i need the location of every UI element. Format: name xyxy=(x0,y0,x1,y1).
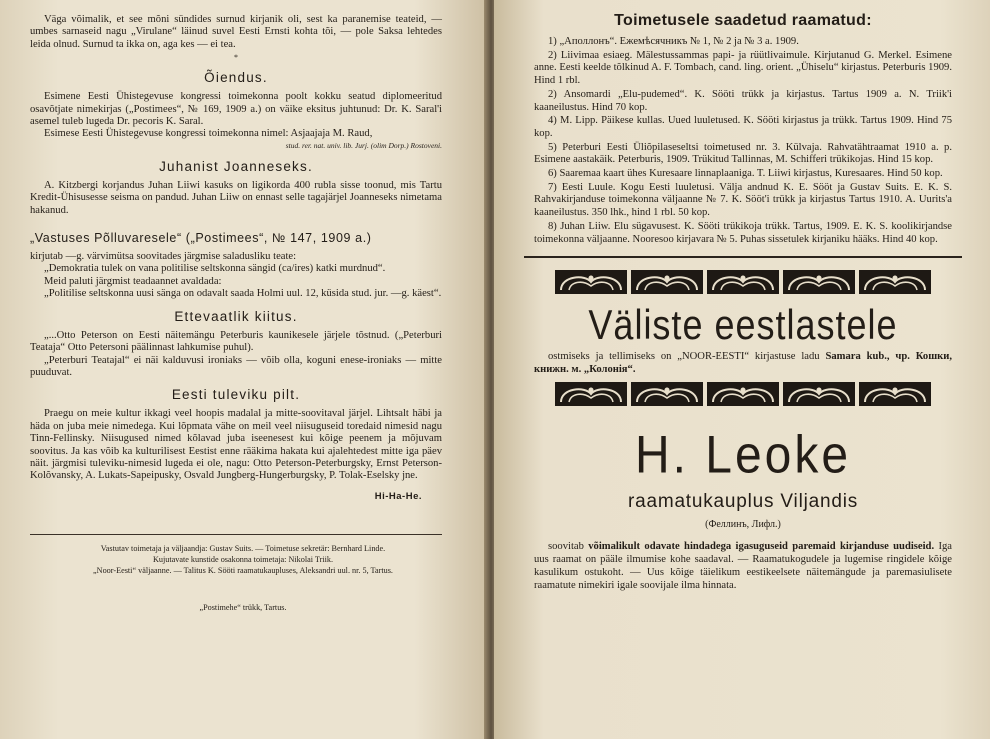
ad-valiste-text-a: ostmiseks ja tellimiseks on „NOOR-EESTI“ kirjastuse ladu xyxy=(548,351,826,363)
separator-star: * xyxy=(234,53,238,63)
ad-valiste-text-b: Samara kub., чр. Кошки, книжн. м. „Колонія“. xyxy=(534,351,953,376)
footer-line-3: „Noor-Eesti“ väljaanne. — Talitus K. Sööti raamatukaupluses, Aleksandri uul. nr. 5, Tartus. xyxy=(93,565,393,575)
divider-rule xyxy=(524,256,962,258)
ad-leoke-text-a: soovitab xyxy=(548,541,589,553)
section-title-vastuses: „Vastuses Põlluvaresele“ („Postimees“, № 147, 1909 a.) xyxy=(30,231,372,246)
ettevaatlik-paragraph-1: „...Otto Peterson on Eesti näitemängu Peterburis kaunikesele järjele tõstnud. („Peterburi Teataja“ Otto Petersoni päälinnast lahkumise puhul). xyxy=(30,329,442,354)
oiendus-paragraph-2: Esimese Eesti Ühistegevuse kongressi toimekonna nimel: Asjaajaja M. Raud, xyxy=(44,128,373,140)
book-item: 5) Peterburi Eesti Üliõpilaseseltsi toimetused nr. 3. Külvaja. Rahvatähtraamat 1910 a. p. Esimene aastakäik. Peterburis, 1909. Trükitud Tallinnas, M. Schifferi trükikojas. Hind 15 kop. xyxy=(534,141,952,166)
ad-subtitle-bookshop: raamatukauplus Viljandis xyxy=(627,491,859,513)
intro-paragraph: Väga võimalik, et see mõni sündides surnud kirjanik oli, sest ka paranemise teateid, — umbes sarnaseid nagu „Virulane“ läinud suvel Eesti Ernsti kohta tõi, — pole Saksa lehtedes leida olnud. Surnud ta ikka on, aga kes — ei tea. xyxy=(30,14,442,50)
ornament-icon xyxy=(783,382,855,406)
signature: Hi-Ha-He. xyxy=(374,490,422,502)
section-title-tuleviku: Eesti tuleviku pilt. xyxy=(171,387,301,403)
ornament-icon xyxy=(707,270,779,294)
vastuses-paragraph-1: kirjutab —g. värvimütsa soovitades järgmise saladusliku teate: xyxy=(30,251,297,263)
tuleviku-paragraph: Praegu on meie kultur ikkagi veel hoopis madalal ja mitte-soovitaval järjel. Lihtsalt häbi ja häda on juba meie nimedega. Kui lõpmata vähe on meil veel niisuguseid toredaid nimesid nagu Tinn-Fellinsky. Niisugused nimed kõlavad juba iseenesest kui kõige peenem ja mõjuvam soovitus. Ja kas võib ka kulturilisest Eestist enne rääkima hakata kui ajalehtedest mitte iga päev näit. järgmisi tuleviku-nimesid lugeda ei ole, nagu: Otto Peterson-Peterburgsky, Ernst Peterson-Kolõvansky, A. Lukats-Sapeipusky, Osvald Jungberg-Hungerburgsky, P. Tolak-Eselsky jne. xyxy=(30,408,442,482)
ornament-icon xyxy=(555,382,627,406)
ad-location: (Феллинъ, Лифл.) xyxy=(705,519,781,531)
book-item: 2) Liivimaa esiaeg. Mälestussammas papi- ja rüütlivaimule. Kirjutanud G. Merkel. Esimene anne. Eesti keelde tõlkinud A. F. Tombach, cand. ling. orient. „Ühiselu“ kirjastus. Peterburis 1909. Hind 1 rbl. xyxy=(534,49,952,87)
ornament-band-bottom xyxy=(534,382,952,408)
vastuses-paragraph-3: Meid paluti järgmist teadaannet avaldada: xyxy=(44,275,222,287)
vastuses-paragraph-2: „Demokratia tulek on vana politilise seltskonna sängid (ca/ires) katki murdnud“. xyxy=(44,263,386,275)
book-item: 1) „Аполлонъ“. Ежемѣсячникъ № 1, № 2 ja № 3 a. 1909. xyxy=(548,36,799,47)
ornament-icon xyxy=(783,270,855,294)
books-received-title: Toimetusele saadetud raamatud: xyxy=(614,12,872,29)
section-title-oiendus: Õiendus. xyxy=(204,70,268,86)
book-item: 6) Saaremaa kaart ühes Kuresaare linnaplaaniga. T. Liiwi kirjastus, Kuresaares. Hind 50 kop. xyxy=(548,168,943,180)
oiendus-paragraph-1: Esimene Eesti Ühistegevuse kongressi toimekonna poolt kokku seatud diplomeeritud osavõtjate nimekirjas („Postimees“, № 169, 1909 a.) on väike eksitus juhtunud: Dr. K. Saral'i asemel tuleb lugeda Dr. pecoris K. Saral. xyxy=(30,91,442,128)
ornament-icon xyxy=(631,270,703,294)
ornament-icon xyxy=(859,382,931,406)
printer-line: „Postimehe“ trükk, Tartus. xyxy=(199,602,287,612)
book-item: 7) Eesti Luule. Kogu Eesti luuletusi. Välja andnud K. E. Sööt ja Gustav Suits. E. K. S. Rahvakirjanduse toimekonna väljaanne № 7. K. Sööt'i trükk ja kirjastus Tartus 1910. A. Uurits'a kaaneilustus. 350 lhk., hind 1 rbl. 50 kop. xyxy=(534,181,952,219)
ad-title-valiste-eestlastele: Väliste eestlastele xyxy=(588,301,898,349)
ad-leoke-text-c: Iga uus raamat on pääle ilmumise kohe saadaval. — Raamatukogudele ja lugemise ringidele kõige kasulikum ostukoht. — Uus kõige täielikum eestikeelsete näitemängude ja paremasiulisete raamatute nimekiri igale soovijale ilma hinnata. xyxy=(534,541,952,592)
book-item: 4) M. Lipp. Päikese kullas. Uued luuletused. K. Sööti kirjastus ja trükk. Tartus 1909. Hind 75 kop. xyxy=(534,115,952,139)
ad-leoke-text-b: võimalikult odavate hindadega igasuguseid paremaid kirjanduse uudiseid. xyxy=(588,541,935,553)
left-page xyxy=(0,0,488,739)
ettevaatlik-paragraph-2: „Peterburi Teatajal“ ei näi kalduvusi ironiaks — võib olla, koguni enese-ironiaks — mitte puuduvat. xyxy=(30,354,442,378)
ornament-icon xyxy=(707,382,779,406)
ad-valiste-text xyxy=(534,350,952,376)
section-title-juhanist: Juhanist Joanneseks. xyxy=(159,158,313,174)
footer-line-2: Kujutavate kunstide osakonna toimetaja: Nikolai Triik. xyxy=(152,554,334,564)
ornament-icon xyxy=(555,270,627,294)
section-title-ettevaatlik: Ettevaatlik kiitus. xyxy=(174,308,298,324)
ornament-icon xyxy=(859,270,931,294)
book-item: 2) Ansomardi „Elu-pudemed“. K. Sööti trükk ja kirjastus. Tartus 1909 a. N. Triik'i kaaneilustus. Hind 70 kop. xyxy=(534,88,952,113)
book-item: 8) Juhan Liiw. Elu sügavusest. K. Sööti trükikoja trükk. Tartus, 1909. E. K. S. koolikirjandse toimekonna väljaanne. Nooresoo kirjavara № 5. Puhas sissetulek kirjaniku hääks. Hind 40 kop. xyxy=(534,220,952,245)
footer-rule xyxy=(30,534,442,535)
ad-leoke-text xyxy=(534,540,952,592)
ad-title-h-leoke: H. Leoke xyxy=(634,426,852,485)
ornament-band-top xyxy=(534,270,952,296)
right-page xyxy=(494,0,990,739)
oiendus-note: stud. rer. nat. univ. lib. Jurj. (olim Dorp.) Rostoveni. xyxy=(285,140,442,150)
vastuses-paragraph-4: „Politilise seltskonna uusi sänga on odavalt saada Holmi uul. 12, küsida stud. jur. —g. käest“. xyxy=(44,288,442,300)
footer-line-1: Vastutav toimetaja ja väljaandja: Gustav Suits. — Toimetuse sekretär: Bernhard Linde. xyxy=(100,543,386,553)
ornament-icon xyxy=(631,382,703,406)
juhanist-paragraph: A. Kitzbergi korjandus Juhan Liiwi kasuks on ligikorda 400 rubla sisse toonud, mis Tartu Kredit-Ühisusesse seisma on pandud. Juhan Liiw on ennast selle tagajärjel Joanneseks nimetama hakanud. xyxy=(30,179,442,216)
book-list xyxy=(534,36,952,246)
